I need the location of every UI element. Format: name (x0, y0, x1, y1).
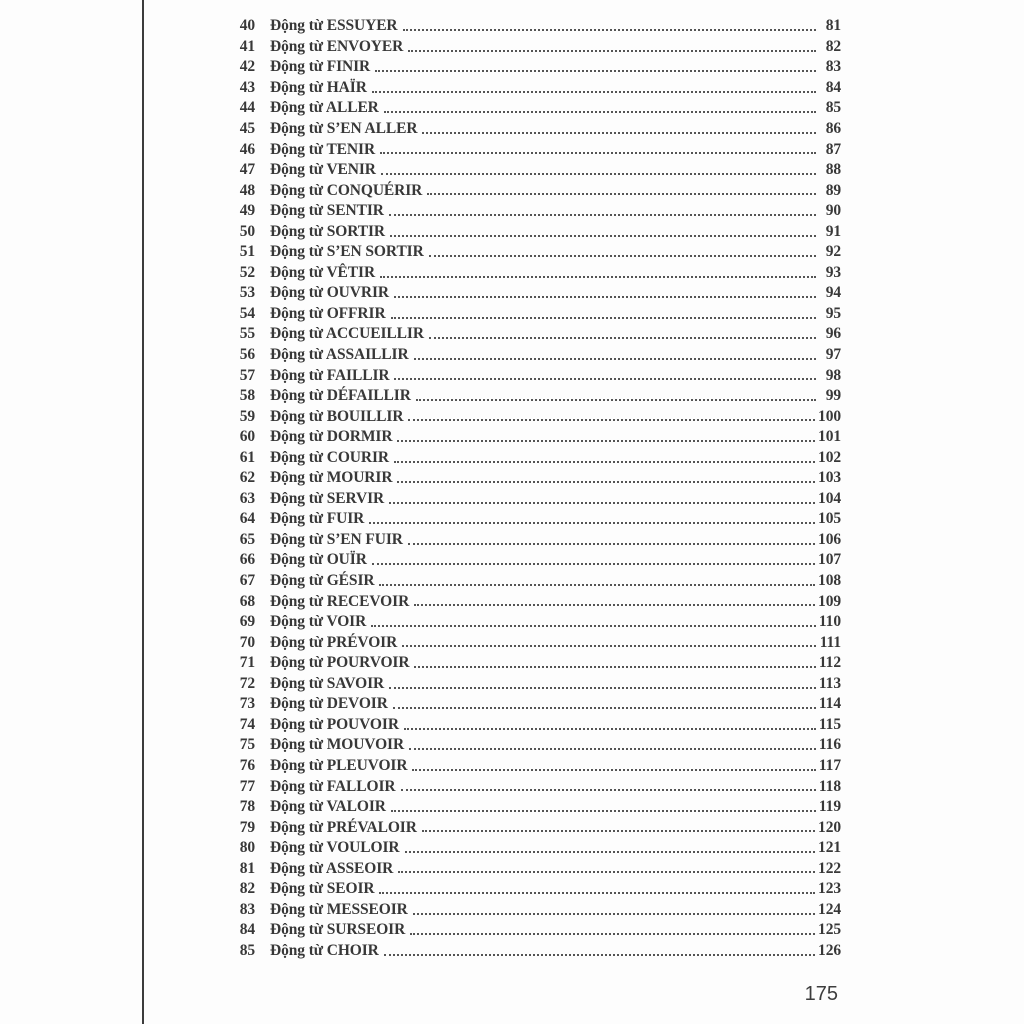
dot-leader (371, 625, 816, 627)
toc-entry (229, 509, 841, 530)
toc-entry-page: 123 (818, 880, 841, 898)
toc-entry-number: 73 (239, 695, 255, 713)
toc-entry (229, 242, 841, 263)
toc-entry (229, 694, 841, 715)
toc-entry-page: 89 (825, 181, 841, 199)
toc-entry-page: 100 (818, 407, 841, 425)
toc-entry-label: Động từ ACCUEILLIR (270, 325, 424, 343)
toc-entry-page: 102 (818, 448, 841, 466)
toc-entry (229, 817, 841, 838)
toc-entry-label: Động từ CHOIR (270, 941, 379, 959)
toc-entry (229, 304, 841, 325)
toc-entry (229, 900, 841, 921)
toc-entry (229, 468, 841, 489)
toc-entry-page: 122 (818, 859, 841, 877)
dot-leader (408, 50, 816, 52)
toc-entry-number: 79 (239, 818, 255, 836)
toc-entry-page: 95 (825, 304, 841, 322)
toc-entry-label: Động từ FALLOIR (270, 777, 396, 795)
toc-entry-number: 64 (239, 510, 255, 528)
toc-entry-label: Động từ SERVIR (270, 489, 385, 507)
toc-entry-page: 120 (818, 818, 841, 836)
toc-entry (229, 427, 841, 448)
toc-entry (229, 715, 841, 736)
toc-entry-label: Động từ VOIR (270, 613, 367, 631)
toc-entry-page: 121 (818, 839, 841, 857)
toc-entry-number: 77 (239, 777, 255, 795)
toc-entry-number: 78 (239, 798, 255, 816)
toc-entry-label: Động từ SORTIR (270, 222, 386, 240)
toc-entry-number: 63 (239, 489, 255, 507)
toc-entry (229, 201, 841, 222)
dot-leader (401, 789, 816, 791)
toc-entry-page: 125 (818, 921, 841, 939)
toc-entry-number: 55 (239, 325, 255, 343)
toc-entry-page: 86 (825, 120, 841, 137)
toc-entry-page: 126 (818, 941, 841, 959)
toc-entry-label: Động từ MOUVOIR (270, 736, 405, 754)
dot-leader (403, 29, 816, 31)
dot-leader (397, 440, 815, 442)
dot-leader (381, 173, 816, 175)
toc-entry-label: Động từ FINIR (270, 58, 371, 76)
toc-entry-number: 69 (239, 613, 255, 631)
toc-entry-page: 96 (825, 325, 841, 343)
toc-entry (229, 447, 841, 468)
dot-leader (389, 214, 816, 216)
toc-entry-number: 46 (239, 140, 255, 158)
toc-entry-number: 61 (239, 448, 255, 466)
toc-entry-page: 81 (825, 17, 841, 35)
toc-entry-page: 106 (818, 530, 841, 548)
toc-entry-number: 51 (239, 243, 255, 261)
toc-entry (229, 591, 841, 612)
toc-entry-number: 56 (239, 346, 255, 364)
toc-entry (229, 160, 841, 181)
toc-entry-label: Động từ VENIR (270, 161, 376, 179)
dot-leader (408, 543, 815, 545)
dot-leader (404, 728, 816, 730)
toc-entry-page: 119 (818, 798, 841, 816)
dot-leader (379, 584, 815, 586)
toc-entry-label: Động từ POURVOIR (270, 654, 410, 672)
toc-entry-number: 75 (239, 736, 255, 754)
toc-entry-label: Động từ OFFRIR (270, 304, 386, 322)
dot-leader (380, 276, 816, 278)
toc-entry (229, 674, 841, 695)
toc-entry (229, 612, 841, 633)
toc-entry-label: Động từ ENVOYER (270, 37, 404, 55)
dot-leader (394, 461, 815, 463)
toc-entry-number: 83 (239, 900, 255, 918)
toc-entry-label: Động từ CONQUÉRIR (270, 181, 423, 199)
toc-entry-page: 91 (825, 222, 841, 240)
dot-leader (379, 892, 815, 894)
toc-entry-number: 67 (239, 572, 255, 590)
toc-entry-number: 45 (239, 120, 255, 137)
toc-entry-label: Động từ PRÉVALOIR (270, 818, 417, 836)
toc-entry (229, 221, 841, 242)
toc-entry-page: 97 (825, 346, 841, 364)
dot-leader (429, 255, 816, 257)
toc-entry-number: 66 (239, 551, 255, 569)
toc-entry-page: 92 (825, 243, 841, 261)
toc-entry (229, 858, 841, 879)
dot-leader (405, 851, 816, 853)
toc-entry-page: 111 (819, 633, 841, 651)
toc-entry-page: 101 (818, 428, 841, 446)
toc-entry-number: 43 (239, 78, 255, 96)
dot-leader (410, 933, 815, 935)
dot-leader (422, 830, 815, 832)
toc-entry-label: Động từ S’EN FUIR (270, 530, 403, 548)
toc-entry-label: Động từ PLEUVOIR (270, 756, 408, 774)
toc-entry-page: 113 (818, 674, 841, 692)
toc-entry-page: 116 (818, 736, 841, 754)
dot-leader (408, 419, 815, 421)
toc-entry-page: 90 (825, 202, 841, 220)
toc-entry-label: Động từ HAÏR (270, 78, 367, 96)
toc-entry (229, 756, 841, 777)
toc-entry (229, 37, 841, 58)
toc-entry-number: 82 (239, 880, 255, 898)
toc-entry (229, 324, 841, 345)
toc-entry-page: 124 (818, 900, 841, 918)
dot-leader (389, 502, 815, 504)
toc-entry-number: 74 (239, 715, 255, 733)
dot-leader (422, 132, 816, 134)
toc-entry-page: 94 (825, 284, 841, 302)
toc-entry-label: Động từ S’EN ALLER (270, 120, 418, 137)
footer-page-number: 175 (804, 983, 838, 1005)
toc-entry (229, 263, 841, 284)
toc-entry-label: Động từ VOULOIR (270, 839, 400, 857)
toc-entry-label: Động từ TENIR (270, 140, 376, 158)
toc-entry-page: 107 (818, 551, 841, 569)
toc-entry-label: Động từ FAILLIR (270, 366, 390, 384)
toc-entry-page: 93 (825, 263, 841, 281)
toc-entry-label: Động từ PRÉVOIR (270, 633, 398, 651)
toc-entry-label: Động từ GÉSIR (270, 572, 375, 590)
toc-entry (229, 139, 841, 160)
toc-entry (229, 879, 841, 900)
toc-entry-label: Động từ MOURIR (270, 469, 393, 487)
toc-entry-number: 65 (239, 530, 255, 548)
toc-entry-page: 103 (818, 469, 841, 487)
dot-leader (427, 193, 816, 195)
toc-entry-number: 49 (239, 202, 255, 220)
toc-entry (229, 571, 841, 592)
toc-entry-page: 82 (825, 37, 841, 55)
dot-leader (384, 954, 815, 956)
toc-entry (229, 838, 841, 859)
toc-entry-number: 50 (239, 222, 255, 240)
toc-entry-label: Động từ OUÏR (270, 551, 367, 569)
toc-entry-number: 44 (239, 99, 255, 117)
dot-leader (412, 769, 815, 771)
toc-entry-number: 80 (239, 839, 255, 857)
dot-leader (409, 748, 816, 750)
toc-entry-label: Động từ ESSUYER (270, 17, 398, 35)
toc-entry-label: Động từ S’EN SORTIR (270, 243, 424, 261)
toc-entry (229, 57, 841, 78)
toc-entry-number: 70 (239, 633, 255, 651)
toc-entry-label: Động từ VALOIR (270, 798, 386, 816)
toc-entry-number: 60 (239, 428, 255, 446)
toc-entry-label: Động từ SAVOIR (270, 674, 385, 692)
toc-entry-label: Động từ SENTIR (270, 202, 384, 220)
dot-leader (384, 111, 816, 113)
toc-entry (229, 98, 841, 119)
toc-entry (229, 797, 841, 818)
toc-entry-number: 84 (239, 921, 255, 939)
dot-leader (397, 481, 815, 483)
toc-entry-number: 71 (239, 654, 255, 672)
toc-entry-label: Động từ RECEVOIR (270, 592, 410, 610)
toc-entry-number: 54 (239, 304, 255, 322)
toc-entry-label: Động từ SEOIR (270, 880, 375, 898)
toc-entry-label: Động từ DEVOIR (270, 695, 388, 713)
toc-entry (229, 345, 841, 366)
toc-entry-label: Động từ FUIR (270, 510, 365, 528)
dot-leader (391, 810, 816, 812)
toc-entry (229, 776, 841, 797)
dot-leader (402, 645, 816, 647)
dot-leader (398, 871, 815, 873)
toc-entry-number: 81 (239, 859, 255, 877)
toc-entry-number: 57 (239, 366, 255, 384)
toc-entry (229, 632, 841, 653)
toc-entry (229, 920, 841, 941)
dot-leader (393, 707, 816, 709)
toc-entry (229, 283, 841, 304)
toc-entry-number: 40 (239, 17, 255, 35)
toc-entry-label: Động từ COURIR (270, 448, 389, 466)
toc-entry-label: Động từ BOUILLIR (270, 407, 404, 425)
toc-entry-number: 59 (239, 407, 255, 425)
toc-entry (229, 489, 841, 510)
toc-entry-page: 112 (818, 654, 841, 672)
toc-entry-label: Động từ VÊTIR (270, 263, 376, 281)
toc-entry (229, 78, 841, 99)
page-edge-line (142, 0, 144, 1024)
toc-entry-page: 88 (825, 161, 841, 179)
dot-leader (394, 296, 816, 298)
dot-leader (372, 91, 816, 93)
dot-leader (413, 913, 815, 915)
toc-entry-page: 84 (825, 78, 841, 96)
toc-entry-page: 87 (825, 140, 841, 158)
toc-entry-number: 76 (239, 756, 255, 774)
toc-entry-number: 58 (239, 387, 255, 405)
toc-entry-label: Động từ DORMIR (270, 428, 393, 446)
toc-entry-page: 118 (818, 777, 841, 795)
dot-leader (394, 378, 816, 380)
toc-list (229, 16, 841, 961)
dot-leader (429, 337, 816, 339)
toc-entry-number: 62 (239, 469, 255, 487)
toc-entry-label: Động từ MESSEOIR (270, 900, 408, 918)
toc-entry-page: 115 (818, 715, 841, 733)
dot-leader (380, 152, 816, 154)
toc-entry-number: 41 (239, 37, 255, 55)
toc-entry (229, 530, 841, 551)
toc-entry-label: Động từ ASSAILLIR (270, 346, 409, 364)
toc-entry-page: 98 (825, 366, 841, 384)
toc-entry (229, 386, 841, 407)
dot-leader (372, 563, 815, 565)
toc-entry (229, 735, 841, 756)
toc-entry (229, 365, 841, 386)
dot-leader (391, 317, 816, 319)
toc-entry-number: 85 (239, 941, 255, 959)
dot-leader (389, 687, 816, 689)
toc-entry (229, 941, 841, 962)
toc-entry-number: 52 (239, 263, 255, 281)
toc-entry-number: 68 (239, 592, 255, 610)
toc-entry-page: 109 (818, 592, 841, 610)
toc-entry-number: 53 (239, 284, 255, 302)
toc-entry-page: 83 (825, 58, 841, 76)
toc-entry-number: 48 (239, 181, 255, 199)
dot-leader (414, 604, 815, 606)
dot-leader (369, 522, 815, 524)
toc-entry-page: 85 (825, 99, 841, 117)
toc-entry-label: Động từ DÉFAILLIR (270, 387, 411, 405)
toc-entry (229, 180, 841, 201)
dot-leader (416, 399, 816, 401)
toc-entry-label: Động từ ALLER (270, 99, 379, 117)
toc-entry-label: Động từ POUVOIR (270, 715, 399, 733)
dot-leader (390, 235, 816, 237)
toc-entry (229, 406, 841, 427)
toc-entry-page: 114 (818, 695, 841, 713)
toc-entry-number: 47 (239, 161, 255, 179)
dot-leader (414, 358, 816, 360)
toc-entry-page: 117 (818, 756, 841, 774)
toc-entry-page: 104 (818, 489, 841, 507)
toc-entry (229, 16, 841, 37)
toc-entry (229, 119, 841, 140)
dot-leader (375, 70, 816, 72)
toc-entry (229, 653, 841, 674)
toc-entry (229, 550, 841, 571)
toc-entry-page: 99 (825, 387, 841, 405)
toc-entry-number: 42 (239, 58, 255, 76)
toc-entry-label: Động từ SURSEOIR (270, 921, 406, 939)
toc-entry-page: 105 (818, 510, 841, 528)
toc-entry-number: 72 (239, 674, 255, 692)
toc-entry-label: Động từ OUVRIR (270, 284, 389, 302)
toc-entry-page: 110 (818, 613, 841, 631)
dot-leader (414, 666, 815, 668)
toc-entry-page: 108 (818, 572, 841, 590)
toc-entry-label: Động từ ASSEOIR (270, 859, 394, 877)
